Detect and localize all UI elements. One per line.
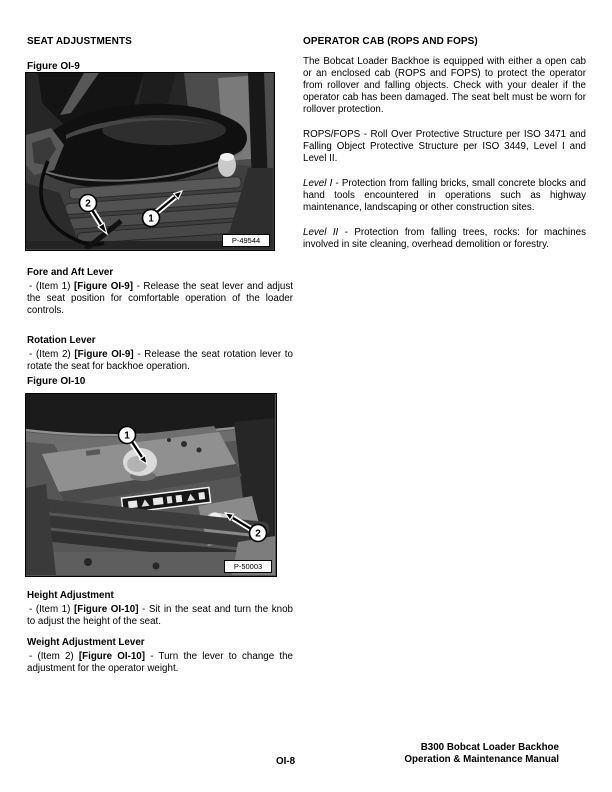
operator-cab-paragraph-1: The Bobcat Loader Backhoe is equipped with either a open cab or an enclosed cab (ROPS and FOPS) to protect the operator from rollover and falling objects. Check with your dealer if the operator cab has been damaged. The seat belt must be worn for rollover protection. bbox=[303, 56, 586, 116]
footer-doc-title-line1: B300 Bobcat Loader Backhoe bbox=[420, 742, 559, 753]
fore-aft-paragraph bbox=[27, 281, 293, 317]
callout-2-number: 2 bbox=[255, 528, 261, 540]
item-prefix: - (Item 1) bbox=[29, 604, 74, 615]
item-prefix: - (Item 1) bbox=[29, 281, 74, 292]
footer-doc-title bbox=[404, 742, 559, 766]
figure-oi10-photo bbox=[25, 393, 277, 577]
level-1-lead: Level I bbox=[303, 177, 333, 189]
height-paragraph bbox=[27, 604, 293, 628]
level-2-body: - Protection from falling trees, rocks: for machines involved in site cleaning, overhead demolition or forestry. bbox=[303, 226, 586, 250]
callout-2-number: 2 bbox=[85, 198, 91, 210]
photo-id-label: P-49544 bbox=[222, 234, 270, 247]
figure-reference: [Figure OI-9] bbox=[73, 281, 134, 292]
level-1-paragraph bbox=[303, 178, 586, 214]
rops-fops-paragraph: ROPS/FOPS - Roll Over Protective Structure per ISO 3471 and Falling Object Protective Structure per ISO 3449, Level I and Level II. bbox=[303, 128, 586, 165]
figure-reference: [Figure OI-10] bbox=[78, 651, 146, 662]
item-body: - Release the seat lever and adjust the seat position for comfortable operation of the loader controls. bbox=[27, 281, 293, 317]
item-prefix: - (Item 2) bbox=[29, 349, 75, 360]
level-2-paragraph bbox=[303, 227, 586, 251]
rotation-section bbox=[27, 335, 293, 373]
footer-doc-title-line2: Operation & Maintenance Manual bbox=[404, 754, 559, 765]
section-heading-operator-cab: OPERATOR CAB (ROPS AND FOPS) bbox=[303, 36, 478, 47]
item-body: - Turn the lever to change the adjustment for the operator weight. bbox=[27, 651, 293, 675]
item-body: - Sit in the seat and turn the knob to adjust the height of the seat. bbox=[27, 604, 293, 628]
seat-photo-oi9 bbox=[26, 73, 273, 249]
callout-1-number: 1 bbox=[148, 213, 154, 225]
figure-reference: [Figure OI-9] bbox=[74, 349, 134, 360]
right-column bbox=[303, 36, 586, 263]
item-body: - Release the seat rotation lever to rotate the seat for backhoe operation. bbox=[27, 349, 293, 373]
photo-art bbox=[26, 394, 275, 575]
item-prefix: - (Item 2) bbox=[29, 651, 79, 662]
figure-oi10-label: Figure OI-10 bbox=[27, 376, 86, 387]
fore-aft-heading: Fore and Aft Lever bbox=[27, 267, 114, 278]
weight-paragraph bbox=[27, 651, 293, 675]
figure-oi9-photo bbox=[25, 72, 275, 251]
weight-heading: Weight Adjustment Lever bbox=[27, 637, 145, 648]
height-heading: Height Adjustment bbox=[27, 590, 114, 601]
callout-1-number: 1 bbox=[124, 430, 130, 442]
level-1-body: - Protection from falling bricks, small concrete blocks and hand tools encountered in operations such as highway maintenance, landscaping or other construction sites. bbox=[303, 177, 586, 213]
weight-section bbox=[27, 637, 293, 675]
fore-aft-section bbox=[27, 267, 293, 317]
figure-reference: [Figure OI-10] bbox=[73, 604, 139, 615]
photo-id-label: P-50003 bbox=[224, 560, 272, 573]
rotation-paragraph bbox=[27, 349, 293, 373]
level-2-lead: Level II bbox=[303, 226, 339, 238]
footer-page-number: OI-8 bbox=[276, 756, 296, 767]
height-section bbox=[27, 590, 293, 628]
figure-oi9-label: Figure OI-9 bbox=[27, 61, 80, 72]
section-heading-seat-adjustments: SEAT ADJUSTMENTS bbox=[27, 36, 132, 47]
seat-photo-oi10 bbox=[26, 394, 275, 575]
rotation-heading: Rotation Lever bbox=[27, 335, 96, 346]
